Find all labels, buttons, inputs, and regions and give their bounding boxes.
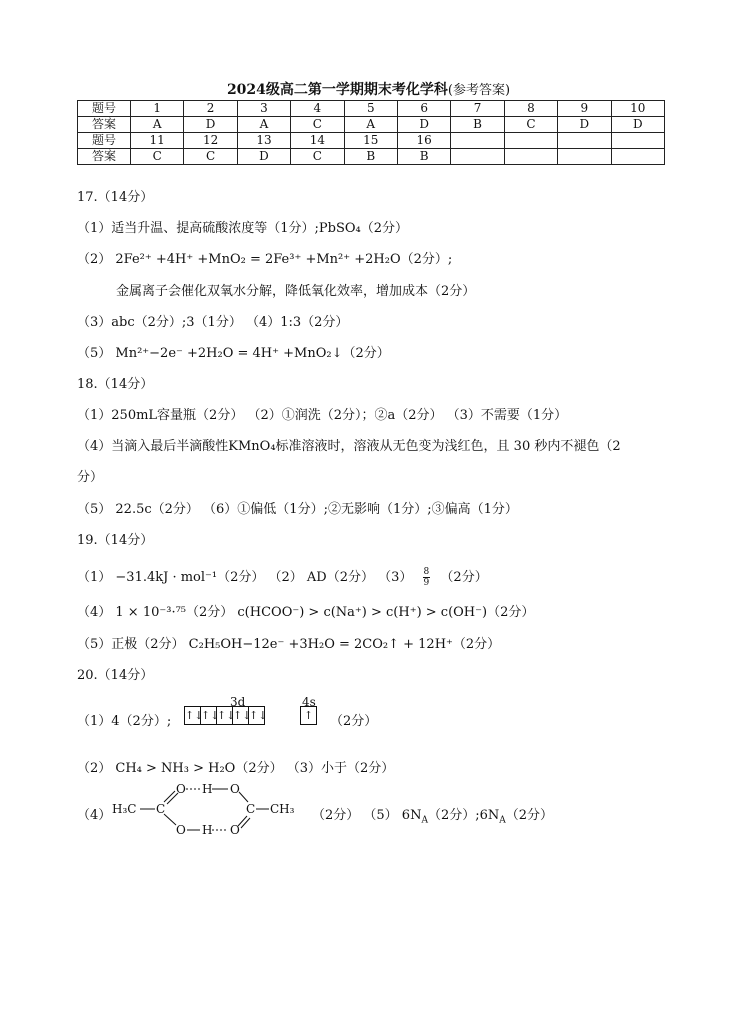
table-row: [78, 101, 665, 117]
table-cell: 5: [344, 101, 397, 117]
table-cell: 10: [611, 101, 664, 117]
table-cell: D: [397, 117, 450, 133]
struct-o-bot-left: O: [176, 823, 186, 837]
q20-line-3-tail2: （2分）: [505, 808, 554, 823]
q19-heading: 19.（14分）: [77, 533, 154, 548]
table-cell: [558, 133, 611, 149]
struct-o-bot-right: O: [230, 823, 240, 837]
q18-line-2: （4）当滴入最后半滴酸性KMnO₄标准溶液时，溶液从无色变为浅红色，且 30 秒内不褪色（2: [77, 439, 621, 454]
table-cell: C: [184, 149, 237, 165]
table-cell: 13: [237, 133, 290, 149]
orbital-box: ↑↓: [232, 706, 249, 725]
table-cell: [611, 149, 664, 165]
q20-line-2: （2） CH₄ > NH₃ > H₂O（2分） （3）小于（2分）: [77, 761, 395, 776]
q18-heading: 18.（14分）: [77, 377, 154, 392]
fraction-numerator: 8: [423, 567, 430, 577]
answer-table: [77, 100, 665, 165]
struct-ch3: CH₃: [270, 802, 295, 816]
q20-line-1-a: （1）4（2分）;: [77, 714, 172, 729]
bond: [164, 791, 175, 802]
table-row: [78, 117, 665, 133]
q19-line-1-b: （2分）: [440, 570, 488, 585]
q19-line-2: （4） 1 × 10⁻³·⁷⁵（2分） c(HCOO⁻) > c(Na⁺) > c(H⁺) > c(OH⁻)（2分）: [77, 605, 535, 620]
table-cell: B: [397, 149, 450, 165]
bond: [241, 818, 250, 828]
orbital-box: ↑↓: [200, 706, 217, 725]
table-cell: C: [504, 117, 557, 133]
bond: [167, 793, 178, 804]
fraction-denominator: 9: [423, 578, 430, 588]
q20-line-3-rest: [312, 804, 553, 826]
q19-line-1: [77, 566, 488, 588]
table-cell: 1: [131, 101, 184, 117]
title-suffix: (参考答案): [447, 83, 511, 98]
struct-h3c: H₃C: [112, 802, 137, 816]
table-cell: 6: [397, 101, 450, 117]
orbital-box: ↑↓: [184, 706, 201, 725]
table-cell: D: [611, 117, 664, 133]
subscript-a: A: [499, 815, 506, 826]
table-cell: [504, 133, 557, 149]
orbital-box: ↑↓: [248, 706, 265, 725]
acetic-acid-dimer-structure: [112, 778, 312, 840]
q19-line-3: （5）正极（2分） C₂H₅OH−12e⁻ +3H₂O = 2CO₂↑ + 12H⁺（2分）: [77, 637, 501, 652]
table-cell: 11: [131, 133, 184, 149]
orbital-diagram-4s: [300, 706, 316, 725]
struct-o-top-left: O: [176, 782, 186, 796]
table-cell: D: [558, 117, 611, 133]
table-cell: 7: [451, 101, 504, 117]
q18-line-3: 分）: [77, 470, 104, 485]
table-cell: [504, 149, 557, 165]
orbital-box: ↑↓: [216, 706, 233, 725]
q19-line-1-a: （1） −31.4kJ · mol⁻¹（2分） （2） AD（2分） （3）: [77, 570, 413, 585]
q20-line-3-prefix: （4）: [77, 808, 112, 823]
table-cell: A: [131, 117, 184, 133]
q20-heading: 20.（14分）: [77, 668, 154, 683]
table-cell: A: [237, 117, 290, 133]
table-cell: 2: [184, 101, 237, 117]
table-cell: [558, 149, 611, 165]
orbital-diagram-3d: [184, 706, 268, 725]
q20-line-1-b: （2分）: [330, 714, 378, 729]
table-cell: C: [131, 149, 184, 165]
subscript-a: A: [421, 815, 428, 826]
row-header: 答案: [78, 149, 131, 165]
fraction: [423, 567, 431, 588]
title-main: 2024级高二第一学期期末考化学科: [226, 82, 448, 98]
table-row: [78, 133, 665, 149]
struct-h-top: H: [202, 782, 213, 796]
bond: [164, 814, 176, 825]
table-cell: D: [184, 117, 237, 133]
row-header: 题号: [78, 133, 131, 149]
q17-line-3: 金属离子会催化双氧水分解，降低氧化效率，增加成本（2分）: [116, 284, 476, 299]
q18-line-4: （5） 22.5c（2分） （6）①偏低（1分）;②无影响（1分）;③偏高（1分）: [77, 502, 518, 517]
struct-o-top-right: O: [230, 782, 240, 796]
row-header: 题号: [78, 101, 131, 117]
orbital-label-4s: 4s: [302, 695, 316, 709]
q20-line-3-tail: （2分）;6N: [427, 808, 500, 823]
row-header: 答案: [78, 117, 131, 133]
table-cell: 9: [558, 101, 611, 117]
table-cell: 14: [291, 133, 344, 149]
page-title: [0, 79, 737, 99]
table-cell: C: [291, 149, 344, 165]
q18-line-1: （1）250mL容量瓶（2分） （2）①润洗（2分）；②a（2分） （3）不需要（1分）: [77, 408, 568, 423]
bond: [239, 792, 248, 802]
struct-h-bot: H: [202, 823, 213, 837]
bond: [238, 816, 247, 826]
table-cell: 4: [291, 101, 344, 117]
table-cell: 16: [397, 133, 450, 149]
table-cell: 12: [184, 133, 237, 149]
table-row: [78, 149, 665, 165]
table-cell: B: [451, 117, 504, 133]
q17-line-2: （2） 2Fe²⁺ +4H⁺ +MnO₂ = 2Fe³⁺ +Mn²⁺ +2H₂O（2分）;: [77, 252, 453, 267]
table-cell: D: [237, 149, 290, 165]
table-cell: 3: [237, 101, 290, 117]
q17-line-1: （1）适当升温、提高硫酸浓度等（1分）;PbSO₄（2分）: [77, 221, 409, 236]
table-cell: [451, 133, 504, 149]
table-cell: [611, 133, 664, 149]
orbital-label-3d: 3d: [230, 695, 246, 709]
table-cell: A: [344, 117, 397, 133]
struct-c-right: C: [246, 802, 256, 816]
struct-c-left: C: [156, 802, 166, 816]
q17-heading: 17.（14分）: [77, 190, 154, 205]
q20-line-3-suffix: （2分） （5） 6N: [312, 808, 422, 823]
q17-line-4: （3）abc（2分）;3（1分） （4）1:3（2分）: [77, 315, 349, 330]
table-cell: [451, 149, 504, 165]
table-cell: C: [291, 117, 344, 133]
orbital-box: ↑: [300, 706, 317, 725]
q17-line-5: （5） Mn²⁺−2e⁻ +2H₂O = 4H⁺ +MnO₂↓（2分）: [77, 346, 390, 361]
table-cell: 8: [504, 101, 557, 117]
table-cell: B: [344, 149, 397, 165]
table-cell: 15: [344, 133, 397, 149]
